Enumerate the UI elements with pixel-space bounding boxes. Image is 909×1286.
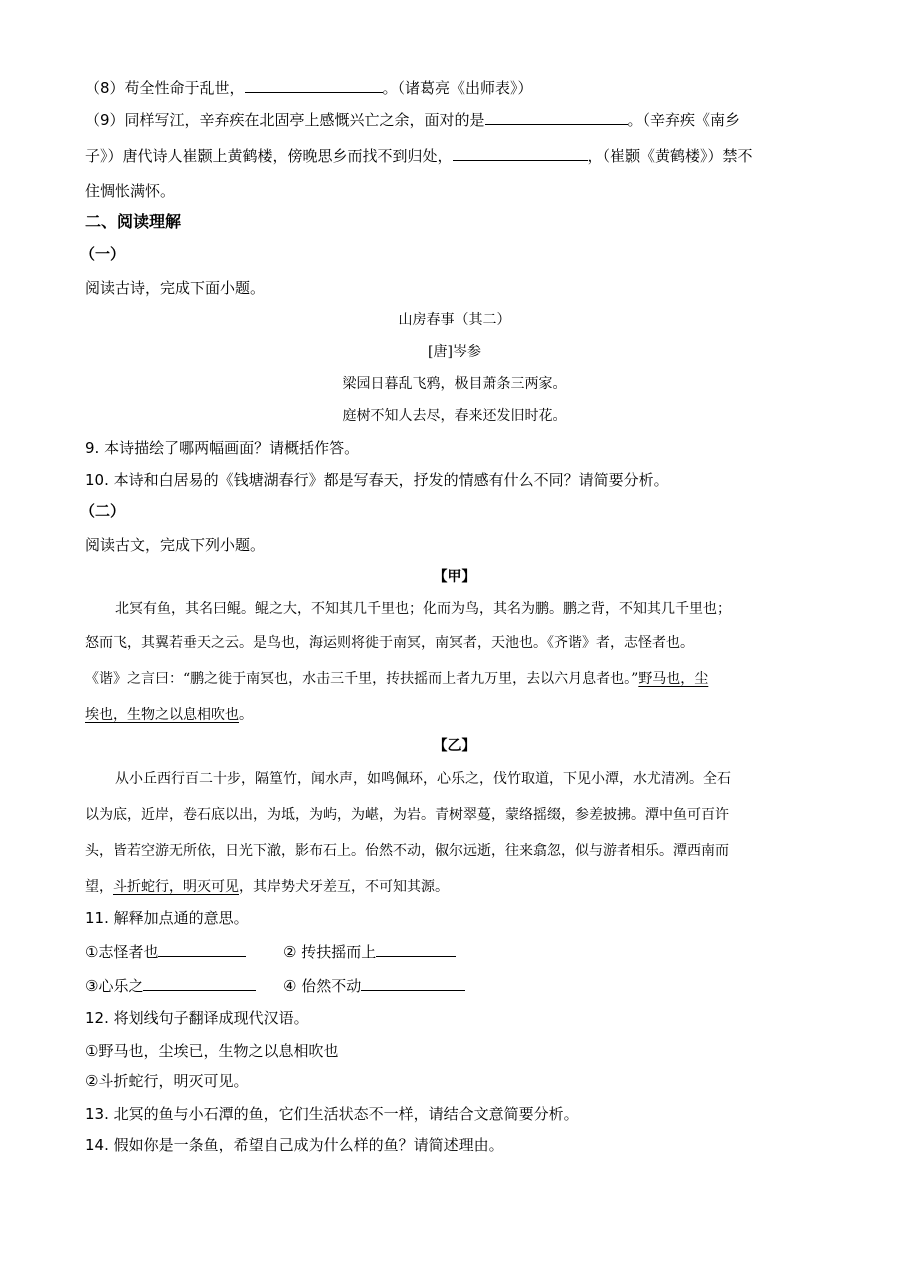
q11-item-1-text: ①志怪者也 bbox=[85, 943, 159, 961]
part-1-label: （一） bbox=[80, 245, 126, 263]
answer-blank-q11-4[interactable] bbox=[361, 975, 465, 991]
question-13: 13. 北冥的鱼与小石潭的鱼，它们生活状态不一样，请结合文意简要分析。 bbox=[85, 1105, 579, 1123]
q11-item-1 bbox=[85, 941, 246, 962]
poem-line-2: 庭树不知人去尽，春来还发旧时花。 bbox=[342, 408, 567, 424]
answer-blank-q11-1[interactable] bbox=[158, 941, 246, 957]
passage-jia-line-3 bbox=[85, 669, 708, 689]
passage-yi-line-3: 头，皆若空游无所依，日光下澈，影布石上。佁然不动，俶尔远逝，往来翕忽，似与游者相乐。潭西南而 bbox=[85, 843, 729, 859]
question-11: 11. 解释加点通的意思。 bbox=[85, 909, 249, 927]
q9-source-2: ，（崔颢《黄鹤楼》）禁不 bbox=[587, 147, 753, 165]
answer-blank-q9b[interactable] bbox=[453, 145, 588, 161]
q9-text-1: （9）同样写江，辛弃疾在北固亭上感慨兴亡之余，面对的是 bbox=[85, 111, 485, 129]
passage-jia-title: 【甲】 bbox=[433, 569, 476, 585]
answer-blank-q11-3[interactable] bbox=[143, 975, 256, 991]
passage-jia-text: 《谐》之言曰：“鹏之徙于南冥也，水击三千里，抟扶摇而上者九万里，去以六月息者也。” bbox=[85, 671, 639, 687]
q8-text: （8）苟全性命于乱世， bbox=[85, 79, 245, 97]
question-14: 14. 假如你是一条鱼，希望自己成为什么样的鱼？请简述理由。 bbox=[85, 1136, 504, 1154]
answer-blank-q11-2[interactable] bbox=[376, 941, 456, 957]
part-2-label: （二） bbox=[80, 502, 126, 520]
question-9-line1 bbox=[85, 109, 740, 130]
q11-item-3 bbox=[85, 975, 256, 996]
q11-item-3-text: ③心乐之 bbox=[85, 977, 144, 995]
underlined-sentence-1a: 野马也，尘 bbox=[638, 671, 709, 687]
passage-yi-line-1: 从小丘西行百二十步，隔篁竹，闻水声，如鸣佩环，心乐之，伐竹取道，下见小潭，水尤清冽。全石 bbox=[115, 771, 731, 787]
q8-source: 。（诸葛亮《出师表》） bbox=[382, 79, 533, 97]
q11-item-4 bbox=[283, 975, 465, 996]
q11-item-4-text: ④ 佁然不动 bbox=[283, 977, 362, 995]
question-9: 9. 本诗描绘了哪两幅画面？请概括作答。 bbox=[85, 439, 360, 457]
passage-yi-line-2: 以为底，近岸，卷石底以出，为坻，为屿，为嵁，为岩。青树翠蔓，蒙络摇缀，参差披拂。潭中鱼可百许 bbox=[85, 807, 729, 823]
underlined-sentence-2: 斗折蛇行，明灭可见 bbox=[113, 879, 239, 895]
answer-blank-q8[interactable] bbox=[245, 77, 383, 93]
passage-jia-line-4 bbox=[85, 705, 253, 725]
q9-source-1: 。（辛弃疾《南乡 bbox=[627, 111, 741, 129]
poem-title: 山房春事（其二） bbox=[398, 312, 511, 328]
poem-line-1: 梁园日暮乱飞鸦，极目萧条三两家。 bbox=[342, 376, 567, 392]
question-9-line2 bbox=[85, 145, 753, 166]
passage-yi-text-a: 望， bbox=[85, 879, 113, 895]
part-1-intro: 阅读古诗，完成下面小题。 bbox=[85, 279, 266, 297]
passage-yi-text-b: ，其岸势犬牙差互，不可知其源。 bbox=[239, 879, 449, 895]
question-8 bbox=[85, 77, 533, 98]
section-heading: 二、阅读理解 bbox=[85, 212, 182, 231]
question-9-line3: 住惆怅满怀。 bbox=[85, 182, 176, 200]
question-10: 10. 本诗和白居易的《钱塘湖春行》都是写春天，抒发的情感有什么不同？请简要分析。 bbox=[85, 471, 669, 489]
passage-jia-line-1: 北冥有鱼，其名曰鲲。鲲之大，不知其几千里也；化而为鸟，其名为鹏。鹏之背，不知其几千里也； bbox=[115, 601, 731, 617]
underlined-sentence-1b: 埃也，生物之以息相吹也 bbox=[85, 707, 239, 723]
question-12: 12. 将划线句子翻译成现代汉语。 bbox=[85, 1009, 309, 1027]
passage-yi-title: 【乙】 bbox=[433, 738, 476, 754]
passage-yi-line-4 bbox=[85, 877, 449, 897]
q12-item-2: ②斗折蛇行，明灭可见。 bbox=[85, 1072, 249, 1090]
q9-text-2: 子》）唐代诗人崔颢上黄鹤楼，傍晚思乡而找不到归处， bbox=[85, 147, 453, 165]
passage-jia-line-2: 怒而飞，其翼若垂天之云。是鸟也，海运则将徙于南冥，南冥者，天池也。《齐谐》者，志怪者也。 bbox=[85, 635, 694, 651]
q11-item-2-text: ② 抟扶摇而上 bbox=[283, 943, 377, 961]
passage-jia-end: 。 bbox=[239, 707, 253, 723]
part-2-intro: 阅读古文，完成下列小题。 bbox=[85, 536, 266, 554]
q12-item-1: ①野马也，尘埃已，生物之以息相吹也 bbox=[85, 1042, 339, 1060]
poem-author: [唐]岑参 bbox=[428, 344, 481, 360]
q11-item-2 bbox=[283, 941, 456, 962]
answer-blank-q9a[interactable] bbox=[485, 109, 628, 125]
